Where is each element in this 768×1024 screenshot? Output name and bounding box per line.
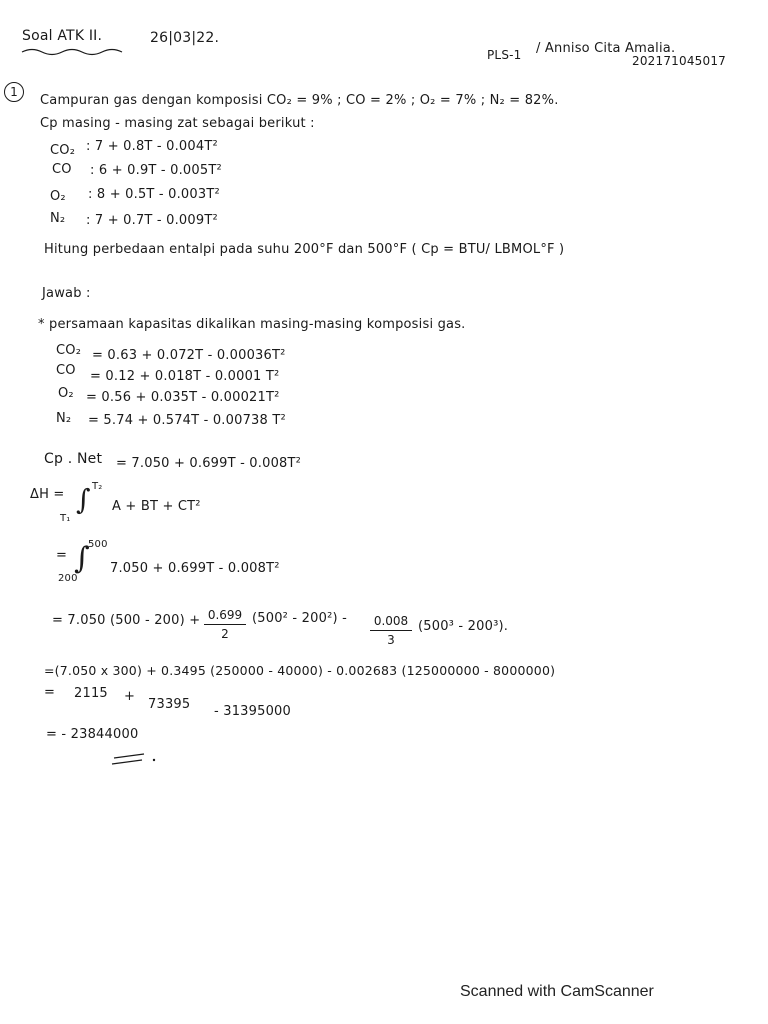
cp-eq-co: : 6 + 0.9T - 0.005T²: [90, 163, 222, 178]
step3-eq: =: [44, 685, 56, 700]
cp-eq-co2: : 7 + 0.8T - 0.004T²: [86, 139, 218, 154]
answer-heading: Jawab :: [42, 286, 91, 301]
title-underline: [20, 46, 130, 58]
product-eq-co2: = 0.63 + 0.072T - 0.00036T²: [92, 348, 286, 363]
scanner-watermark: Scanned with CamScanner: [460, 983, 654, 1000]
product-label-co2: CO₂: [56, 343, 82, 358]
dh-upper-limit: T₂: [92, 481, 103, 492]
dh-label: ΔH =: [30, 487, 65, 502]
step3-c: - 31395000: [214, 704, 291, 719]
cp-eq-o2: : 8 + 0.5T - 0.003T²: [88, 187, 220, 202]
cp-label-o2: O₂: [50, 189, 66, 204]
header-title: Soal ATK II.: [22, 28, 103, 44]
cp-label-co2: CO₂: [50, 143, 76, 158]
cp-label-co: CO: [52, 162, 72, 177]
header-student-id: 202171045017: [632, 54, 727, 68]
step3-a: 2115: [74, 686, 108, 701]
product-label-o2: O₂: [58, 386, 74, 401]
dh-integrand: A + BT + CT²: [112, 499, 201, 514]
integral-sign-2: ∫: [74, 541, 90, 576]
step1-frac1-den: 2: [221, 627, 229, 641]
step1-part-c: (500³ - 200³).: [418, 619, 509, 634]
step3-plus: +: [124, 689, 136, 704]
integral-sign-1: ∫: [76, 483, 91, 516]
int-eq-prefix: =: [56, 548, 68, 563]
problem-line-1: Campuran gas dengan komposisi CO₂ = 9% ; CO = 2% ; O₂ = 7% ; N₂ = 82%.: [40, 93, 559, 108]
product-label-co: CO: [56, 363, 76, 378]
step3-b: 73395: [148, 697, 191, 712]
int-upper-limit: 500: [88, 539, 108, 550]
problem-line-2: Cp masing - masing zat sebagai berikut :: [40, 116, 315, 131]
step1-part-b: (500² - 200²) -: [252, 611, 347, 626]
step1-frac2-num: 0.008: [373, 614, 409, 628]
result: = - 23844000: [46, 727, 139, 742]
problem-number: 1: [10, 85, 18, 99]
product-label-n2: N₂: [56, 411, 72, 426]
int-lower-limit: 200: [58, 573, 78, 584]
step2: =(7.050 x 300) + 0.3495 (250000 - 40000) - 0.002683 (125000000 - 8000000): [44, 663, 556, 678]
problem-number-circle: [4, 82, 24, 102]
step1-fraction-2: [370, 614, 412, 647]
product-eq-n2: = 5.74 + 0.574T - 0.00738 T²: [88, 413, 286, 428]
problem-question: Hitung perbedaan entalpi pada suhu 200°F dan 500°F ( Cp = BTU/ LBMOL°F ): [44, 242, 565, 257]
header-class: PLS-1: [487, 48, 522, 62]
cp-label-n2: N₂: [50, 211, 66, 226]
cp-net-eq: = 7.050 + 0.699T - 0.008T²: [116, 456, 302, 471]
cp-net-label: Cp . Net: [44, 451, 103, 467]
step1-part-a: = 7.050 (500 - 200) +: [52, 613, 201, 628]
answer-note: * persamaan kapasitas dikalikan masing-masing komposisi gas.: [38, 317, 466, 332]
product-eq-co: = 0.12 + 0.018T - 0.0001 T²: [90, 369, 280, 384]
header-date: 26|03|22.: [150, 30, 220, 46]
cp-eq-n2: : 7 + 0.7T - 0.009T²: [86, 213, 218, 228]
step1-frac1-num: 0.699: [207, 608, 243, 622]
int-integrand: 7.050 + 0.699T - 0.008T²: [110, 561, 280, 576]
step1-fraction-1: [204, 608, 246, 641]
step1-frac2-den: 3: [387, 633, 395, 647]
header-name: / Anniso Cita Amalia.: [536, 41, 676, 56]
product-eq-o2: = 0.56 + 0.035T - 0.00021T²: [86, 390, 280, 405]
result-double-underline: [110, 750, 162, 768]
dh-lower-limit: T₁: [60, 513, 71, 524]
